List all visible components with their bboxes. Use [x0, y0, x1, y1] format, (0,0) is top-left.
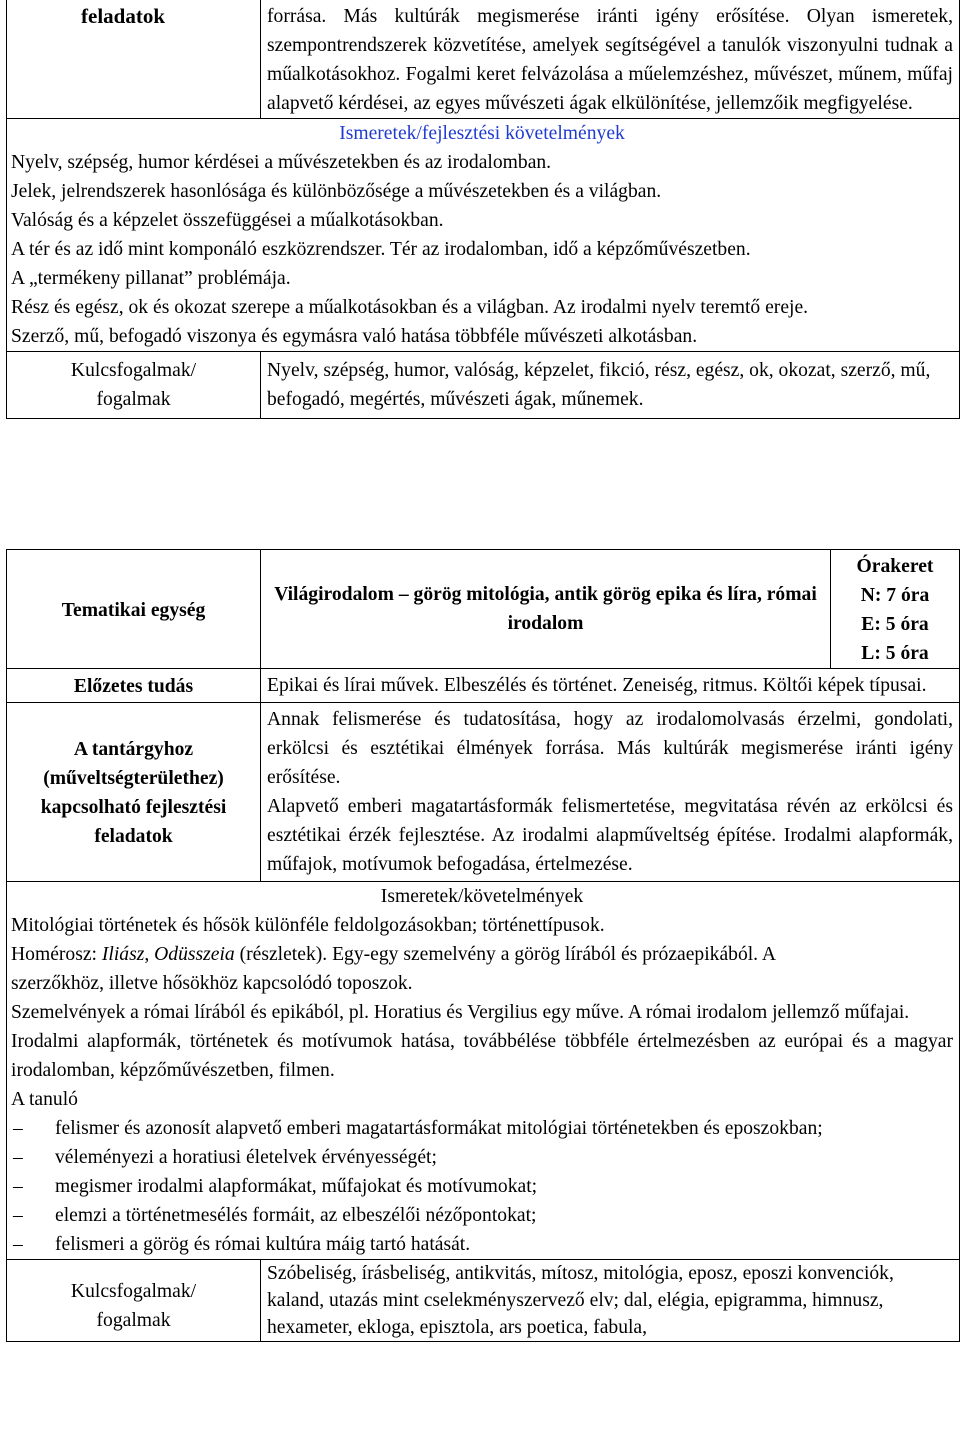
requirement-item: A tér és az idő mint komponáló eszközrendszer. Tér az irodalomban, idő a képzőművészetben.: [11, 239, 751, 260]
homer-odyssey: Odüsszeia: [154, 944, 235, 965]
unit-title-cell: [261, 550, 831, 669]
requirement-item: A „termékeny pillanat” problémája.: [11, 268, 291, 289]
homer-rest: (részletek). Egy-egy szemelvény a görög lírából és prózaepikából. A szerzőkhöz, illetve hősökhöz kapcsolódó toposzok.: [11, 944, 775, 994]
homer-iliad: Iliász: [101, 944, 145, 965]
knowledge-heading: Ismeretek/követelmények: [380, 886, 584, 907]
student-outcomes-list: [11, 1114, 953, 1259]
tasks-continuation-cell: [261, 0, 960, 119]
unit-label-cell: [7, 550, 261, 669]
homer-comma: ,: [144, 944, 155, 965]
unit-title: Világirodalom – görög mitológia, antik görög epika és líra, római irodalom: [274, 584, 817, 634]
tasks-continuation-text: forrása. Más kultúrák megismerése iránti igény erősítése. Olyan ismeretek, szempontrendszerek közvetítése, amelyek segítségével a tanulók viszonyulni tudnak a műalkotásokhoz. Fogalmi keret felvázolása a műelemzéshez, művészet, műnem, műfaj alapvető kérdései, az egyes művészeti ágak elkülönítése, jellemzőik megfigyelése.: [267, 6, 953, 114]
dev-label-2: (műveltségterülethez): [43, 768, 224, 789]
key-concepts-cell-2: [261, 1260, 960, 1342]
list-item: – megismer irodalmi alapformákat, műfajokat és motívumokat;: [11, 1172, 953, 1201]
student-label: A tanuló: [11, 1089, 78, 1110]
curriculum-table-1: [6, 0, 960, 419]
key-concepts-cell: [261, 352, 960, 419]
prior-text-cell: [261, 669, 960, 703]
key-concepts-label: Kulcsfogalmak/: [70, 360, 197, 381]
hours-label: Órakeret: [856, 556, 934, 577]
requirement-item: Szerző, mű, befogadó viszonya és egymásra való hatása többféle művészeti alkotásban.: [11, 326, 698, 347]
unit-label: Tematikai egység: [61, 599, 206, 621]
dev-text-2: Alapvető emberi magatartásformák felismertetése, megvitatása révén az erkölcsi és esztétikai érzék fejlesztése. Az irodalmi alapműveltség építése. Irodalmi alapformák, műfajok, motívumok befogadása, értelmezése.: [267, 796, 953, 875]
prior-label-cell: [7, 669, 261, 703]
homer-prefix: Homérosz:: [11, 944, 102, 965]
hours-cell: [831, 550, 960, 669]
prior-text: Epikai és lírai művek. Elbeszélés és történet. Zeneiség, ritmus. Költői képek típusai.: [267, 675, 927, 696]
list-item: – elemzi a történetmesélés formáit, az elbeszélői nézőpontokat;: [11, 1201, 953, 1230]
hours-e: E: 5 óra: [861, 614, 929, 635]
hours-l: L: 5 óra: [861, 643, 929, 664]
list-item: – véleményezi a horatiusi életelvek érvényességét;: [11, 1143, 953, 1172]
knowledge-item: Irodalmi alapformák, történetek és motívumok hatása, továbbélése többféle értelmezésben az európai és a magyar irodalomban, képzőművészetben, filmen.: [11, 1031, 953, 1081]
key-concepts-label-b: Kulcsfogalmak/: [70, 1280, 197, 1302]
requirements-cell: [7, 119, 960, 352]
tasks-label-cell: [7, 0, 261, 119]
prior-label: Előzetes tudás: [73, 676, 194, 697]
dev-text-1: Annak felismerése és tudatosítása, hogy az irodalomolvasás érzelmi, gondolati, erkölcsi és esztétikai élmények forrása. Más kultúrák megismerése iránti igény erősítése.: [267, 709, 953, 788]
curriculum-table-2: [6, 549, 960, 1342]
list-item: – felismer és azonosít alapvető emberi magatartásformákat mitológiai történetekben és eposzokban;: [11, 1114, 953, 1143]
requirement-item: Nyelv, szépség, humor kérdései a művészetekben és az irodalomban.: [11, 152, 552, 173]
tasks-label: feladatok: [81, 4, 165, 28]
dev-text-cell: [261, 703, 960, 882]
key-concepts-label-2: fogalmak: [96, 389, 171, 410]
key-concepts-label-cell: [7, 352, 261, 419]
dev-label-3: kapcsolható fejlesztési: [40, 797, 227, 818]
list-item: – felismeri a görög és római kultúra máig tartó hatását.: [11, 1230, 953, 1259]
requirements-heading: Ismeretek/fejlesztési követelmények: [339, 123, 625, 144]
hours-n: N: 7 óra: [860, 585, 930, 606]
requirement-item: Valóság és a képzelet összefüggései a műalkotásokban.: [11, 210, 444, 231]
key-concepts-text: Nyelv, szépség, humor, valóság, képzelet, fikció, rész, egész, ok, okozat, szerző, mű, befogadó, megértés, művészeti ágak, műnemek.: [267, 360, 931, 410]
dev-label-cell: [7, 703, 261, 882]
key-concepts-label-cell-2: [7, 1260, 261, 1342]
dev-label-4: feladatok: [94, 826, 173, 847]
key-concepts-text-2: Szóbeliség, írásbeliség, antikvitás, mítosz, mitológia, eposz, eposzi konvenciók, kaland, utazás mint cselekményszervező elv; dal, elégia, epigramma, himnusz, hexameter, ekloga, episztola, ars poetica, fabula,: [267, 1263, 894, 1338]
knowledge-cell: [7, 882, 960, 1260]
knowledge-item: Szemelvények a római lírából és epikából, pl. Horatius és Vergilius egy műve. A római irodalom jellemző műfajai.: [11, 1002, 910, 1023]
knowledge-item-homer: [11, 940, 953, 998]
knowledge-item: Mitológiai történetek és hősök különféle feldolgozásokban; történettípusok.: [11, 915, 605, 936]
dev-label: A tantárgyhoz: [73, 739, 194, 760]
requirement-item: Jelek, jelrendszerek hasonlósága és különbözősége a művészetekben és a világban.: [11, 181, 662, 202]
key-concepts-label-b-2: fogalmak: [96, 1309, 171, 1331]
requirement-item: Rész és egész, ok és okozat szerepe a műalkotásokban és a világban. Az irodalmi nyelv teremtő ereje.: [11, 297, 809, 318]
